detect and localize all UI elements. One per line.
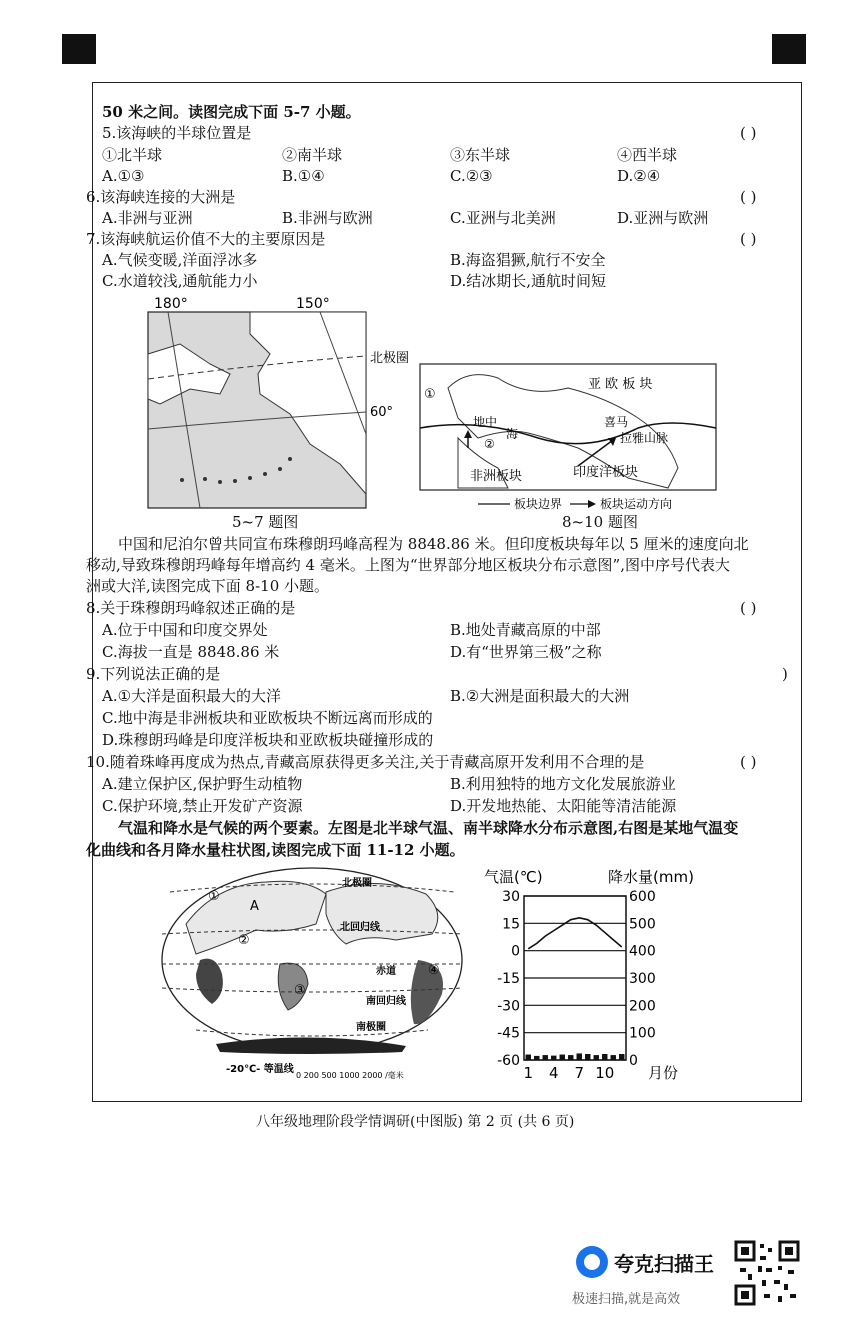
precip-bar <box>619 1054 624 1060</box>
precip-bar <box>560 1055 565 1060</box>
precip-bar <box>577 1053 582 1060</box>
question-8-stem: 8.关于珠穆朗玛峰叙述正确的是 <box>86 599 296 617</box>
temp-tick-label: -30 <box>497 998 520 1015</box>
section-intro: 50 米之间。读图完成下面 5-7 小题。 <box>102 103 361 121</box>
q7-option-b: B.海盗猖獗,航行不安全 <box>450 251 606 269</box>
month-tick-label: 1 <box>523 1064 534 1082</box>
q8-option-c: C.海拔一直是 8848.86 米 <box>102 643 280 661</box>
legend-boundary-label: 板块边界 <box>514 497 563 511</box>
temp-tick-label: -60 <box>497 1053 520 1069</box>
registration-mark-right <box>772 34 806 64</box>
answer-bracket: ( ) <box>740 599 757 617</box>
brand-slogan: 极速扫描,就是高效 <box>572 1292 681 1307</box>
question-6-stem: 6.该海峡连接的大洲是 <box>86 188 236 206</box>
wm-scale-legend: 0 200 500 1000 2000 /毫米 <box>296 1071 404 1080</box>
himalaya-label-2: 拉雅山脉 <box>620 431 669 445</box>
answer-bracket: ( ) <box>740 753 757 771</box>
q6-option-d: D.亚洲与欧洲 <box>617 209 709 227</box>
precip-bar <box>526 1055 531 1060</box>
precip-bar <box>602 1054 607 1060</box>
arctic-circle-label: 北极圈 <box>370 351 410 366</box>
q9-option-c: C.地中海是非洲板块和亚欧板块不断远离而形成的 <box>102 709 433 727</box>
passage-1-line-3: 洲或大洋,读图完成下面 8-10 小题。 <box>86 577 330 595</box>
plate-boundary-map <box>418 358 718 513</box>
chart-ylabel-left: 气温(℃) <box>484 868 543 886</box>
precip-tick-label: 500 <box>629 916 656 933</box>
q10-option-c: C.保护环境,禁止开发矿产资源 <box>102 797 303 815</box>
chart-xlabel: 月份 <box>648 1064 679 1082</box>
precip-tick-label: 300 <box>629 971 656 987</box>
map2-number-2: ② <box>484 437 495 451</box>
precip-bar <box>534 1056 539 1060</box>
brand-name: 夸克扫描王 <box>614 1252 714 1276</box>
answer-bracket-close: ) <box>782 665 788 683</box>
q7-option-c: C.水道较浅,通航能力小 <box>102 272 258 290</box>
wm-tropic-cancer-label: 北回归线 <box>340 922 380 933</box>
eurasia-shape <box>326 883 438 944</box>
world-climate-map <box>156 864 468 1082</box>
q9-option-b: B.②大洲是面积最大的大洲 <box>450 687 630 705</box>
q5-option-d: D.②④ <box>617 167 661 185</box>
q6-option-b: B.非洲与欧洲 <box>282 209 373 227</box>
brand-logo-icon <box>572 1242 612 1282</box>
wm-tropic-capricorn-label: 南回归线 <box>366 996 406 1007</box>
month-tick-label: 10 <box>595 1064 615 1082</box>
wm-number-3: ③ <box>294 983 306 998</box>
q5-option-c: C.②③ <box>450 167 493 185</box>
q9-option-d: D.珠穆朗玛峰是印度洋板块和亚欧板块碰撞形成的 <box>102 731 434 749</box>
q5-option-a: A.①③ <box>102 167 145 185</box>
temp-tick-label: 0 <box>511 943 520 960</box>
african-plate-label: 非洲板块 <box>470 469 523 484</box>
q7-option-d: D.结冰期长,通航时间短 <box>450 272 607 290</box>
map1-lon-150: 150° <box>296 296 330 312</box>
page-footer: 八年级地理阶段学情调研(中图版) 第 2 页 (共 6 页) <box>256 1114 575 1130</box>
precip-bar <box>568 1055 573 1060</box>
map2-frame <box>420 364 716 490</box>
climate-chart <box>480 866 720 1082</box>
temp-tick-label: -15 <box>497 971 520 987</box>
passage-2-line-2: 化曲线和各月降水量柱状图,读图完成下面 11-12 小题。 <box>86 841 465 859</box>
passage-1-line-2: 移动,导致珠穆朗玛峰每年增高约 4 毫米。上图为“世界部分地区板块分布示意图”,图中序号代表大 <box>86 556 730 574</box>
month-tick-label: 4 <box>548 1064 559 1082</box>
arrow-head <box>588 500 596 508</box>
q5-statement-3: ③东半球 <box>450 146 511 164</box>
precip-tick-label: 400 <box>629 943 656 960</box>
q9-option-a: A.①大洋是面积最大的大洋 <box>102 687 282 705</box>
himalaya-label-1: 喜马 <box>604 415 629 429</box>
question-5-stem: 5.该海峡的半球位置是 <box>102 124 252 142</box>
wm-number-4: ④ <box>428 963 440 978</box>
q5-statement-2: ②南半球 <box>282 146 343 164</box>
q8-option-a: A.位于中国和印度交界处 <box>102 621 268 639</box>
precip-tick-label: 100 <box>629 1025 656 1042</box>
legend-motion-label: 板块运动方向 <box>600 497 673 511</box>
map2-number-1: ① <box>424 387 436 402</box>
month-tick-label: 7 <box>574 1064 585 1082</box>
mediterranean-label-2: 海 <box>506 427 519 441</box>
q10-option-d: D.开发地热能、太阳能等清洁能源 <box>450 797 677 815</box>
map1-caption: 5~7 题图 <box>232 513 299 531</box>
q5-statement-4: ④西半球 <box>617 146 678 164</box>
q6-option-c: C.亚洲与北美洲 <box>450 209 556 227</box>
precip-bar <box>594 1055 599 1060</box>
q8-option-b: B.地处青藏高原的中部 <box>450 621 601 639</box>
answer-bracket: ( ) <box>740 230 757 248</box>
precip-bar <box>585 1054 590 1060</box>
wm-number-1: ① <box>208 889 220 904</box>
answer-bracket: ( ) <box>740 188 757 206</box>
registration-mark-left <box>62 34 96 64</box>
q10-option-a: A.建立保护区,保护野生动植物 <box>102 775 303 793</box>
q7-option-a: A.气候变暖,洋面浮冰多 <box>102 251 258 269</box>
precip-tick-label: 600 <box>629 889 656 905</box>
qr-code-icon <box>734 1240 800 1306</box>
temp-tick-label: 30 <box>502 889 520 905</box>
q6-option-a: A.非洲与亚洲 <box>102 209 193 227</box>
eurasian-plate-label: 亚 欧 板 块 <box>588 377 653 392</box>
chart-ylabel-right: 降水量(mm) <box>608 868 694 886</box>
q10-option-b: B.利用独特的地方文化发展旅游业 <box>450 775 676 793</box>
wm-equator-label: 赤道 <box>376 966 396 977</box>
wm-point-a: A <box>250 899 259 914</box>
question-7-stem: 7.该海峡航运价值不大的主要原因是 <box>86 230 326 248</box>
mediterranean-label-1: 地中 <box>473 415 498 429</box>
wm-isotherm-legend: -20℃- 等温线 <box>226 1064 294 1075</box>
bering-strait-map <box>140 294 410 514</box>
wm-number-2: ② <box>238 933 250 948</box>
q5-option-b: B.①④ <box>282 167 325 185</box>
precip-tick-label: 0 <box>629 1053 638 1069</box>
answer-bracket: ( ) <box>740 124 757 142</box>
precip-tick-label: 200 <box>629 998 656 1015</box>
lat-60-label: 60° <box>370 405 394 420</box>
passage-2-line-1: 气温和降水是气候的两个要素。左图是北半球气温、南半球降水分布示意图,右图是某地气温变 <box>118 819 739 837</box>
precip-bar <box>611 1055 616 1060</box>
question-9-stem: 9.下列说法正确的是 <box>86 665 221 683</box>
temp-tick-label: -45 <box>497 1025 520 1042</box>
q5-statement-1: ①北半球 <box>102 146 163 164</box>
indian-plate-label: 印度洋板块 <box>573 465 639 480</box>
temp-tick-label: 15 <box>502 916 520 933</box>
map1-lon-180: 180° <box>154 296 188 312</box>
question-10-stem: 10.随着珠峰再度成为热点,青藏高原获得更多关注,关于青藏高原开发利用不合理的是 <box>86 753 645 771</box>
precip-bar <box>551 1056 556 1060</box>
wm-arctic-label: 北极圈 <box>342 878 372 889</box>
map2-caption: 8~10 题图 <box>562 513 638 531</box>
chart-plot-area <box>497 889 656 1082</box>
passage-1-line-1: 中国和尼泊尔曾共同宣布珠穆朗玛峰高程为 8848.86 米。但印度板块每年以 5 厘米的速度向北 <box>118 535 749 553</box>
precip-bar <box>543 1055 548 1060</box>
wm-antarctic-label: 南极圈 <box>356 1022 386 1033</box>
q8-option-d: D.有“世界第三极”之称 <box>450 643 602 661</box>
